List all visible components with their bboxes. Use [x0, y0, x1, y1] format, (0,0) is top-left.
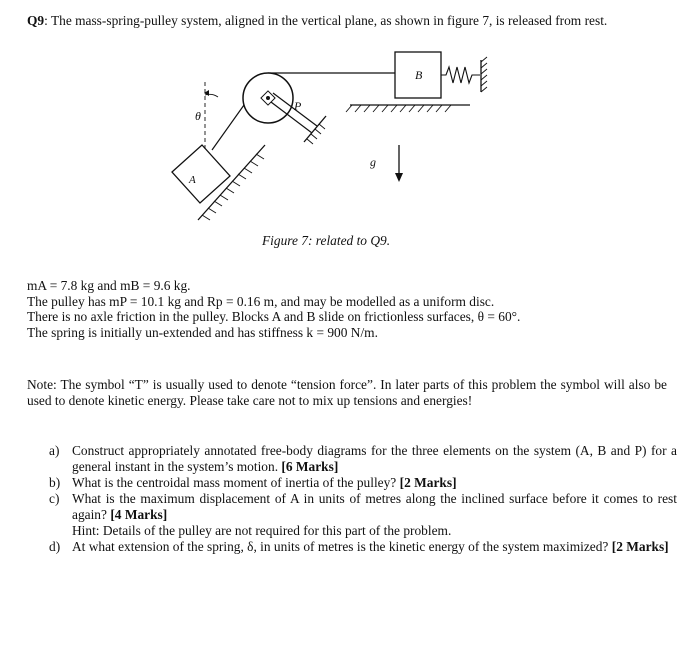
- part-marks: [6 Marks]: [281, 459, 339, 474]
- given-data: [27, 278, 677, 340]
- part-label: c): [49, 491, 60, 506]
- given-spring: The spring is initially un-extended and has stiffness k = 900 N/m.: [27, 324, 378, 340]
- part-c-hint: Hint: Details of the pulley are not required for this part of the problem.: [72, 523, 452, 538]
- part-a: [27, 443, 677, 475]
- part-text: Construct appropriately annotated free-body diagrams for the three elements on the system (A, B and P) for a general instant in the system’s motion.: [72, 443, 677, 474]
- note-paragraph: Note: The symbol “T” is usually used to denote “tension force”. In later parts of this problem the symbol will also be used to denote kinetic energy. Please take care not to mix up tensions and energies!: [27, 377, 667, 408]
- pulley-label: P: [294, 99, 302, 113]
- part-marks: [4 Marks]: [110, 507, 168, 522]
- block-a-label: A: [189, 174, 196, 186]
- part-text: At what extension of the spring, δ, in units of metres is the kinetic energy of the system maximized?: [72, 539, 609, 554]
- part-text: What is the maximum displacement of A in units of metres along the inclined surface before it comes to rest again?: [72, 491, 677, 522]
- part-text: What is the centroidal mass moment of inertia of the pulley?: [72, 475, 397, 490]
- part-label: d): [49, 539, 61, 554]
- part-marks: [2 Marks]: [399, 475, 457, 490]
- part-b: [27, 475, 677, 491]
- given-masses: mA = 7.8 kg and mB = 9.6 kg.: [27, 278, 191, 293]
- block-b-label: B: [415, 68, 423, 82]
- figure-caption: Figure 7: related to Q9.: [262, 233, 391, 248]
- gravity-label: g: [370, 155, 376, 169]
- rope-to-a: [212, 105, 244, 150]
- question-parts: [27, 443, 677, 555]
- part-d: [27, 539, 677, 555]
- part-marks: [2 Marks]: [611, 539, 669, 554]
- question-number: Q9: [27, 13, 45, 28]
- given-pulley: The pulley has mP = 10.1 kg and Rp = 0.16 m, and may be modelled as a uniform disc.: [27, 293, 495, 309]
- ground-hatching-horizontal: [346, 105, 451, 112]
- question-heading: [27, 13, 675, 29]
- spring: [441, 67, 480, 83]
- figure-7-diagram: [150, 50, 510, 235]
- theta-label: θ: [195, 109, 201, 123]
- part-c: [27, 491, 677, 523]
- wall-hatching: [481, 57, 487, 92]
- part-label: a): [49, 443, 60, 458]
- given-friction: There is no axle friction in the pulley. Blocks A and B slide on frictionless surfaces, θ = 60°.: [27, 309, 521, 324]
- question-intro: : The mass-spring-pulley system, aligned in the vertical plane, as shown in figure 7, is released from rest.: [44, 13, 608, 28]
- part-label: b): [49, 475, 61, 490]
